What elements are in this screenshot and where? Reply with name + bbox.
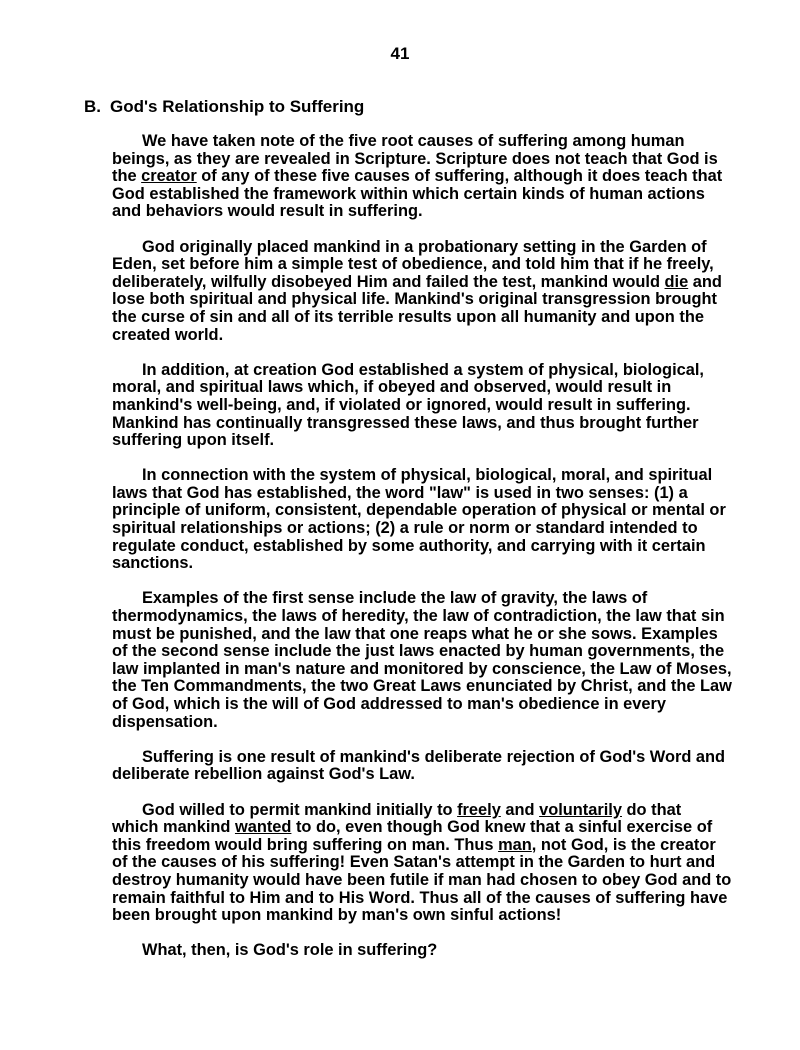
section-heading <box>84 97 364 117</box>
paragraph-examples: Examples of the first sense include the law of gravity, the laws of thermodynamics, the laws of heredity, the law of contradiction, the law that sin must be punished, and the law that one reaps what he or she sows. Examples of the second sense include the just laws enacted by human governments, the law implanted in man's nature and monitored by conscience, the Law of Moses, the Ten Commandments, the two Great Laws enunciated by Christ, and the Law of God, which is the will of God addressed to man's obedience in every dispensation. <box>112 589 732 731</box>
underlined-word-die: die <box>664 272 689 291</box>
section-title: God's Relationship to Suffering <box>110 97 365 116</box>
underlined-word-voluntarily: voluntarily <box>539 800 622 819</box>
paragraph-text: God originally placed mankind in a probationary setting in the Garden of Eden, set before him a simple test of obedience, and told him that if he freely, deliberately, wilfully disobeyed Him and failed the test, mankind would <box>112 237 714 291</box>
body-text <box>112 133 732 960</box>
section-letter: B. <box>84 97 101 116</box>
paragraph-text: do that which mankind <box>112 800 682 837</box>
paragraph-garden-of-eden <box>112 239 732 345</box>
paragraph-text: of any of these five causes of suffering, although it does teach that God established the framework within which certain kinds of human actions and behaviors would result in suffering. <box>112 167 723 221</box>
paragraph-system-of-laws: In addition, at creation God established a system of physical, biological, moral, and spiritual laws which, if obeyed and observed, would result in mankind's well-being, and, if violated or ignored, would result in suffering. Mankind has continually transgressed these laws, and thus brought further suffering upon itself. <box>112 360 704 450</box>
underlined-word-creator: creator <box>141 167 197 186</box>
page-number: 41 <box>390 44 410 63</box>
paragraph-text: and <box>500 800 540 819</box>
paragraph-text: and lose both spiritual and physical life. Mankind's original transgression brought the curse of sin and all of its terrible results upon all humanity and upon the created world. <box>112 272 722 344</box>
paragraph-question: What, then, is God's role in suffering? <box>142 941 438 960</box>
underlined-word-freely: freely <box>457 800 501 819</box>
paragraph-root-causes <box>112 133 732 221</box>
underlined-word-man: man <box>498 835 532 854</box>
paragraph-suffering-result: Suffering is one result of mankind's deliberate rejection of God's Word and deliberate rebellion against God's Law. <box>112 747 726 784</box>
paragraph-text: , not God, is the creator of the causes of his suffering! Even Satan's attempt in the Garden to hurt and destroy humanity would have been futile if man had chosen to obey God and to remain faithful to Him and to His Word. Thus all of the causes of suffering have been brought upon mankind by man's own sinful actions! <box>112 835 732 925</box>
paragraph-text: God willed to permit mankind initially to <box>142 800 458 819</box>
paragraph-text: to do, even though God knew that a sinful exercise of this freedom would bring suffering on man. Thus <box>112 818 713 854</box>
paragraph-two-senses-of-law: In connection with the system of physical, biological, moral, and spiritual laws that God has established, the word "law" is used in two senses: (1) a principle of uniform, consistent, dependable operation of physical or mental or spiritual relationships or actions; (2) a rule or norm or standard intended to regulate conduct, established by some authority, and carrying with it certain sanctions. <box>112 466 726 573</box>
paragraph-freedom <box>112 802 732 925</box>
paragraph-text: We have taken note of the five root causes of suffering among human beings, as they are revealed in Scripture. Scripture does not teach that God is the <box>112 132 718 186</box>
underlined-word-wanted: wanted <box>234 818 292 837</box>
